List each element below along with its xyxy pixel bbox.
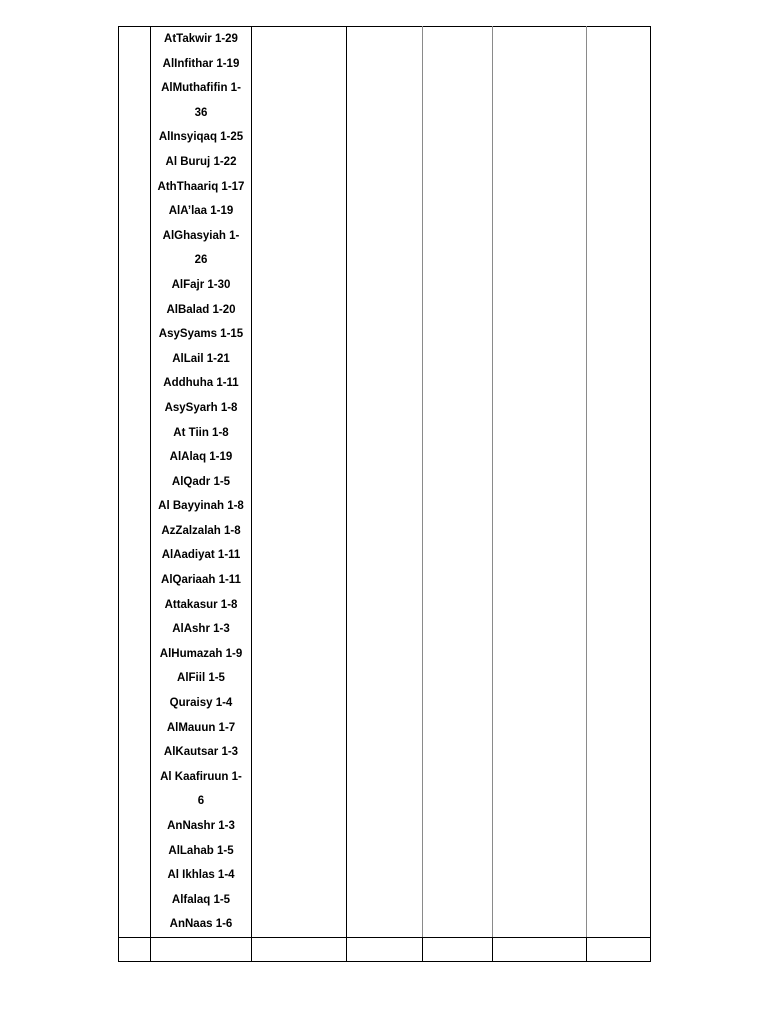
list-item: AlFajr 1-30 [171, 278, 231, 291]
list-item: AlHumazah 1-9 [159, 647, 243, 660]
list-item: AsySyams 1-15 [158, 328, 244, 341]
list-item: At Tiin 1-8 [173, 426, 229, 439]
table-cell-empty [493, 937, 587, 961]
table-cell-empty [587, 27, 651, 938]
table-cell-surah-list [151, 27, 252, 938]
surah-table [118, 26, 651, 962]
list-item: AlMuthafifin 1-36 [161, 82, 241, 119]
table-cell-empty [347, 937, 423, 961]
table-cell-empty [423, 27, 493, 938]
list-item: AsySyarh 1-8 [164, 401, 238, 414]
table-cell-empty [252, 937, 347, 961]
list-item: AlMauun 1-7 [166, 721, 236, 734]
list-item: AlBalad 1-20 [166, 303, 236, 316]
surah-list [151, 27, 251, 937]
table-cell-empty [252, 27, 347, 938]
list-item: AlFiil 1-5 [177, 672, 225, 685]
list-item: Addhuha 1-11 [163, 377, 239, 390]
list-item: AlAadiyat 1-11 [161, 549, 241, 562]
list-item: AtTakwir 1-29 [164, 33, 238, 45]
list-item: Al Buruj 1-22 [165, 155, 237, 168]
list-item: Al Ikhlas 1-4 [167, 869, 235, 882]
list-item: AlGhasyiah 1-26 [162, 229, 240, 267]
list-item: AlAshr 1-3 [172, 623, 230, 636]
list-item: AlQariaah 1-11 [161, 574, 241, 587]
table-cell-empty [423, 937, 493, 961]
list-item: AlKautsar 1-3 [163, 746, 239, 759]
list-item: AthThaariq 1-17 [157, 180, 245, 193]
table-cell-empty [151, 937, 252, 961]
list-item: AzZalzalah 1-8 [161, 524, 241, 537]
table-cell-empty [347, 27, 423, 938]
list-item: AlInsyiqaq 1-25 [158, 131, 244, 144]
list-item: AlLail 1-21 [172, 352, 230, 365]
list-item: Quraisy 1-4 [169, 697, 233, 710]
list-item: AlInfithar 1-19 [162, 57, 240, 70]
table-cell-number [119, 27, 151, 938]
list-item: Al Bayyinah 1-8 [158, 500, 244, 513]
list-item: AlAlaq 1-19 [169, 451, 233, 464]
list-item: AnNaas 1-6 [169, 918, 233, 931]
table-row [119, 27, 651, 938]
table-row [119, 937, 651, 961]
list-item: AlQadr 1-5 [171, 475, 231, 488]
list-item: Attakasur 1-8 [164, 598, 238, 611]
list-item: Al Kaafiruun 1-6 [160, 770, 242, 808]
list-item: Alfalaq 1-5 [171, 893, 231, 906]
list-item: AlLahab 1-5 [168, 844, 234, 857]
table-cell-empty [493, 27, 587, 938]
table-cell-empty [587, 937, 651, 961]
list-item: AlA’laa 1-19 [168, 205, 234, 218]
table-cell-empty [119, 937, 151, 961]
list-item: AnNashr 1-3 [167, 820, 235, 832]
